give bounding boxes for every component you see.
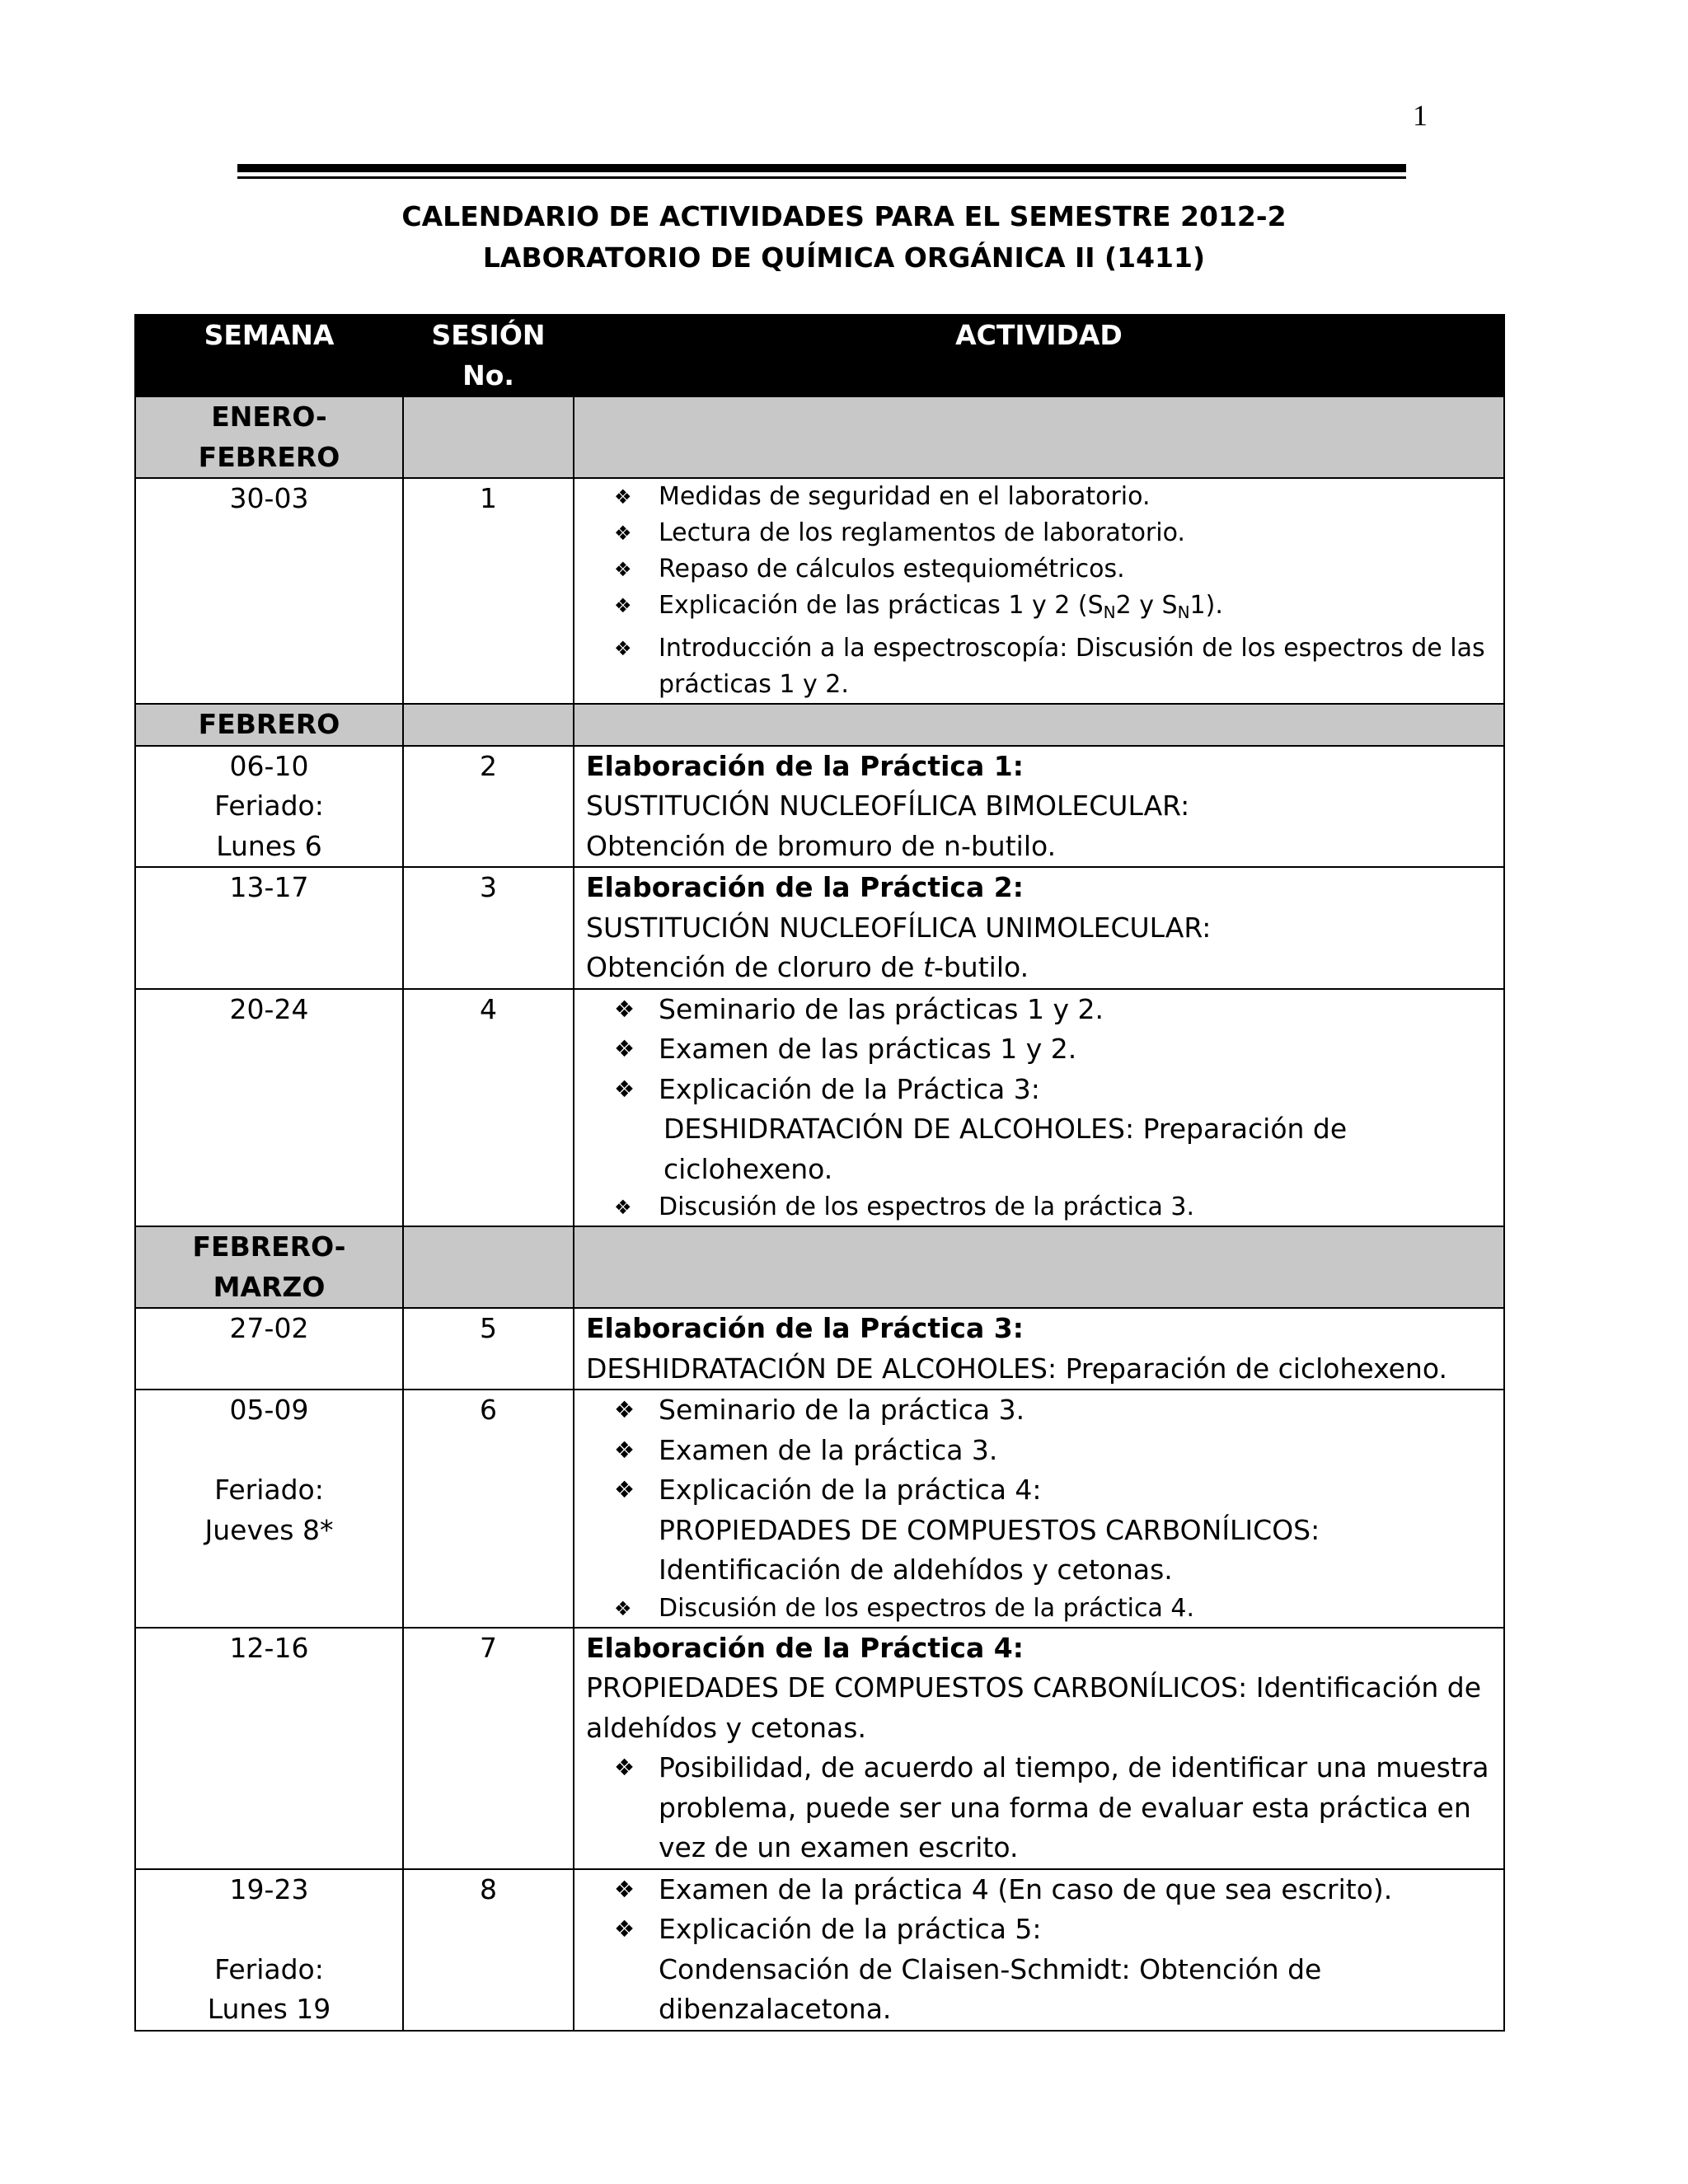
list-item: ❖ Examen de la práctica 3.	[659, 1431, 1492, 1471]
list-item: ❖ Explicación de la Práctica 3: DESHIDRATACIÓN DE ALCOHOLES: Preparación de ciclohexeno.	[659, 1070, 1492, 1190]
list-item: ❖ Examen de la práctica 4 (En caso de que sea escrito).	[659, 1870, 1492, 1910]
session-cell: 4	[403, 989, 574, 1227]
session-cell: 3	[403, 867, 574, 989]
list-item: ❖ Explicación de la práctica 4: PROPIEDADES DE COMPUESTOS CARBONÍLICOS: Identificación de aldehídos y cetonas.	[659, 1470, 1492, 1591]
list-item: ❖ Introducción a la espectroscopía: Discusión de los espectros de las prácticas 1 y 2.	[659, 630, 1492, 703]
table-header-row	[135, 315, 1504, 396]
list-item: ❖ Seminario de las prácticas 1 y 2.	[659, 990, 1492, 1030]
header-rule-thick	[237, 164, 1406, 172]
header-sesion: SESIÓN No.	[403, 315, 574, 396]
activity-cell: Elaboración de la Práctica 1: SUSTITUCIÓN NUCLEOFÍLICA BIMOLECULAR: Obtención de bromuro de n-butilo.	[574, 746, 1504, 868]
session-cell: 6	[403, 1390, 574, 1628]
list-item: ❖ Medidas de seguridad en el laboratorio.	[659, 479, 1492, 515]
session-cell: 1	[403, 478, 574, 704]
list-item: ❖ Seminario de la práctica 3.	[659, 1390, 1492, 1431]
month-row	[135, 396, 1504, 478]
table-row	[135, 989, 1504, 1227]
session-cell: 7	[403, 1628, 574, 1869]
table-row	[135, 1628, 1504, 1869]
activity-cell	[574, 989, 1504, 1227]
activity-cell: Elaboración de la Práctica 4: PROPIEDADES DE COMPUESTOS CARBONÍLICOS: Identificación de aldehídos y cetonas. ❖ Posibilidad, de acuerdo al tiempo, de identificar una muestra problema, puede ser una forma de evaluar esta práctica en vez de un examen escrito.	[574, 1628, 1504, 1869]
document-title: CALENDARIO DE ACTIVIDADES PARA EL SEMESTRE 2012-2	[401, 200, 1287, 232]
week-cell: 05-09 Feriado: Jueves 8*	[135, 1390, 403, 1628]
table-row	[135, 867, 1504, 989]
session-cell: 2	[403, 746, 574, 868]
list-item: ❖ Discusión de los espectros de la práctica 3.	[659, 1189, 1492, 1226]
table-row	[135, 478, 1504, 704]
header-semana: SEMANA	[135, 315, 403, 396]
table-row	[135, 1869, 1504, 2031]
activity-cell	[574, 478, 1504, 704]
list-item: ❖ Posibilidad, de acuerdo al tiempo, de identificar una muestra problema, puede ser una forma de evaluar esta práctica en vez de un examen escrito.	[659, 1748, 1492, 1868]
week-cell: 30-03	[135, 478, 403, 704]
month-label: FEBRERO-MARZO	[135, 1226, 403, 1308]
week-cell: 19-23 Feriado: Lunes 19	[135, 1869, 403, 2031]
list-item: ❖ Lectura de los reglamentos de laboratorio.	[659, 515, 1492, 551]
session-cell: 5	[403, 1308, 574, 1390]
table-row	[135, 746, 1504, 868]
table-row	[135, 1308, 1504, 1390]
list-item: ❖ Explicación de la práctica 5: Condensación de Claisen-Schmidt: Obtención de dibenzalacetona.	[659, 1910, 1492, 2030]
week-cell: 06-10 Feriado: Lunes 6	[135, 746, 403, 868]
list-item: ❖ Examen de las prácticas 1 y 2.	[659, 1029, 1492, 1070]
week-cell: 27-02	[135, 1308, 403, 1390]
list-item: ❖ Explicación de las prácticas 1 y 2 ($S_N2$ y $S_N1$).	[659, 588, 1492, 630]
document-subtitle: LABORATORIO DE QUÍMICA ORGÁNICA II (1411)	[482, 241, 1206, 274]
week-cell: 20-24	[135, 989, 403, 1227]
table-row	[135, 1390, 1504, 1628]
session-cell: 8	[403, 1869, 574, 2031]
month-label: FEBRERO	[135, 704, 403, 746]
list-item: ❖ Discusión de los espectros de la práctica 4.	[659, 1591, 1492, 1627]
list-item: ❖ Repaso de cálculos estequiométricos.	[659, 551, 1492, 588]
week-cell: 12-16	[135, 1628, 403, 1869]
month-row	[135, 704, 1504, 746]
activity-cell: Elaboración de la Práctica 2: SUSTITUCIÓN NUCLEOFÍLICA UNIMOLECULAR: Obtención de cloruro de t-butilo.	[574, 867, 1504, 989]
activity-cell: Elaboración de la Práctica 3: DESHIDRATACIÓN DE ALCOHOLES: Preparación de ciclohexeno.	[574, 1308, 1504, 1390]
activity-calendar-table	[134, 314, 1505, 2032]
header-rule-thin	[237, 176, 1406, 179]
month-label: ENERO-FEBRERO	[135, 396, 403, 478]
week-cell: 13-17	[135, 867, 403, 989]
month-row	[135, 1226, 1504, 1308]
page-number: 1	[1413, 99, 1428, 132]
header-actividad: ACTIVIDAD	[574, 315, 1504, 396]
activity-cell	[574, 1869, 1504, 2031]
activity-cell	[574, 1390, 1504, 1628]
